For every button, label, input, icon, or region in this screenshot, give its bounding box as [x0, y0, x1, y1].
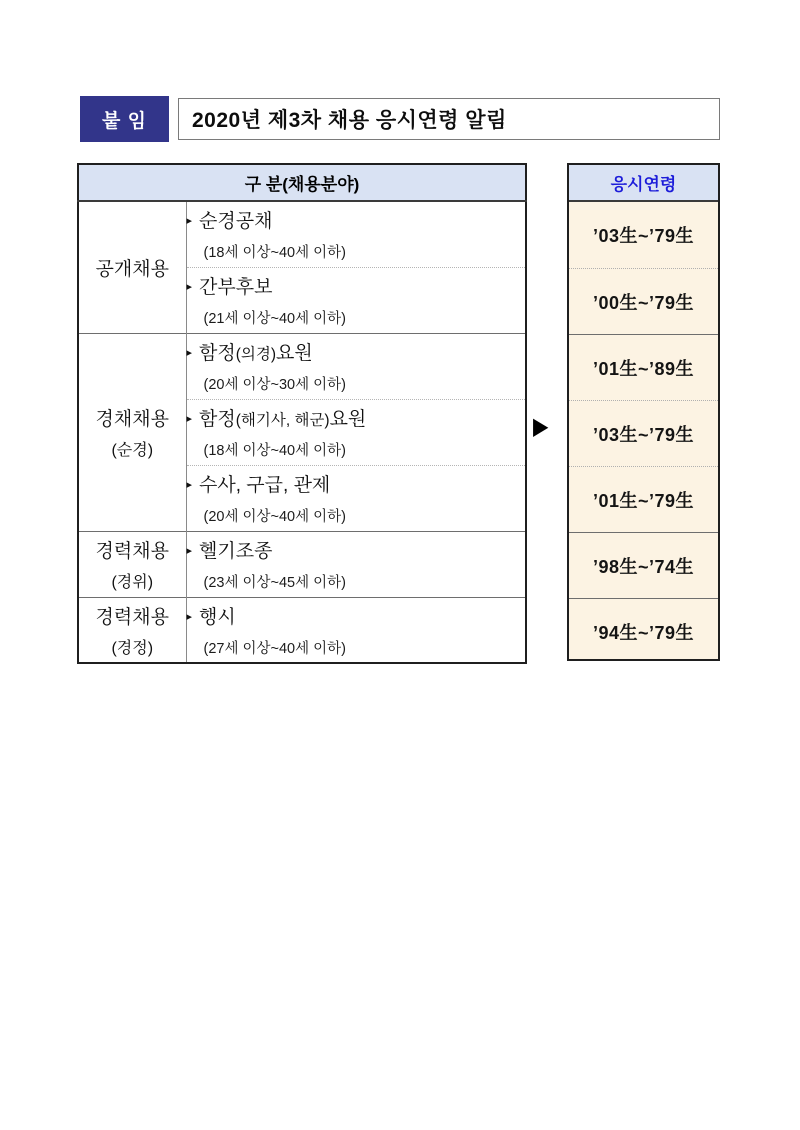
category-item: [186, 399, 526, 465]
category-item: [186, 201, 526, 267]
category-item: [186, 267, 526, 333]
bullet-icon: ▸: [186, 413, 193, 425]
row-title-text: 간부후보: [199, 277, 273, 298]
row-title: [187, 272, 526, 299]
row-title: [187, 536, 526, 563]
table-row: [78, 333, 526, 399]
row-age-range: (27세 이상~40세 이하): [203, 640, 346, 657]
category-item: [186, 333, 526, 399]
row-age-range: (18세 이상~40세 이하): [203, 245, 346, 262]
row-title-small: (의경): [235, 346, 277, 363]
row-age-range: (21세 이상~40세 이하): [203, 311, 346, 327]
title-box: [178, 98, 720, 140]
category-table: [77, 163, 527, 664]
row-title-text: 함정: [199, 409, 236, 430]
row-title-suffix: 요원: [276, 343, 313, 364]
age-value: ’00生~’79生: [569, 268, 718, 334]
group-sublabel: (경정): [111, 639, 154, 657]
category-item: [186, 465, 526, 531]
group-cell-career-gyeongjeong: [78, 597, 186, 663]
age-value: ’94生~’79生: [569, 598, 718, 664]
row-title-suffix: 요원: [329, 409, 367, 430]
bullet-icon: ▸: [186, 545, 193, 557]
bullet-icon: ▸: [186, 215, 193, 228]
row-title-text: 함정: [199, 343, 236, 364]
table-row: [78, 201, 526, 267]
row-title: [187, 404, 526, 431]
group-label: 경력채용: [95, 606, 169, 628]
age-table: [567, 163, 720, 661]
row-title: [187, 470, 526, 497]
row-age-range: (20세 이상~40세 이하): [203, 509, 346, 525]
row-age-range: (18세 이상~40세 이하): [203, 443, 346, 459]
row-title: [187, 602, 526, 629]
row-title-text: 헬기조종: [199, 541, 273, 562]
category-table-header: 구 분(채용분야): [78, 164, 526, 201]
group-cell-special-recruit: [78, 333, 186, 531]
category-item: [186, 531, 526, 597]
age-value: ’03生~’79生: [592, 226, 695, 246]
row-title: [187, 338, 526, 365]
bullet-icon: ▸: [186, 610, 193, 623]
attachment-badge: [80, 96, 169, 142]
bullet-icon: ▸: [186, 281, 193, 293]
row-title: [187, 206, 526, 233]
group-label: 경채채용: [95, 409, 169, 430]
row-title-text: 수사, 구급, 관제: [199, 475, 331, 496]
age-value: ’98生~’74生: [569, 532, 718, 598]
group-sublabel: (순경): [111, 442, 154, 459]
age-value: ’01生~’79生: [569, 466, 718, 532]
row-title-text: 순경공채: [199, 211, 273, 233]
bullet-icon: ▸: [186, 347, 193, 359]
group-label: 경력채용: [95, 541, 169, 562]
bullet-icon: ▸: [186, 479, 193, 491]
row-age-range: (23세 이상~45세 이하): [203, 575, 346, 591]
group-label: 공개채용: [95, 258, 169, 280]
group-cell-career-gyeongwi: [78, 531, 186, 597]
row-title-small: (해기사, 해군): [235, 412, 330, 429]
category-item: [186, 597, 526, 663]
table-row: [78, 597, 526, 663]
group-cell-open-recruit: [78, 201, 186, 333]
arrow-right-icon: ▶: [533, 413, 549, 441]
row-title-text: 행시: [199, 606, 236, 628]
age-value: ’03生~’79生: [569, 400, 718, 466]
group-sublabel: (경위): [111, 574, 154, 591]
age-value: ’01生~’89生: [569, 334, 718, 400]
row-age-range: (20세 이상~30세 이하): [203, 377, 346, 393]
age-table-header: 응시연령: [569, 165, 718, 202]
table-row: [78, 531, 526, 597]
document-title: 2020년 제3차 채용 응시연령 알림: [192, 109, 507, 132]
attachment-badge-label: 붙 임: [102, 110, 147, 132]
